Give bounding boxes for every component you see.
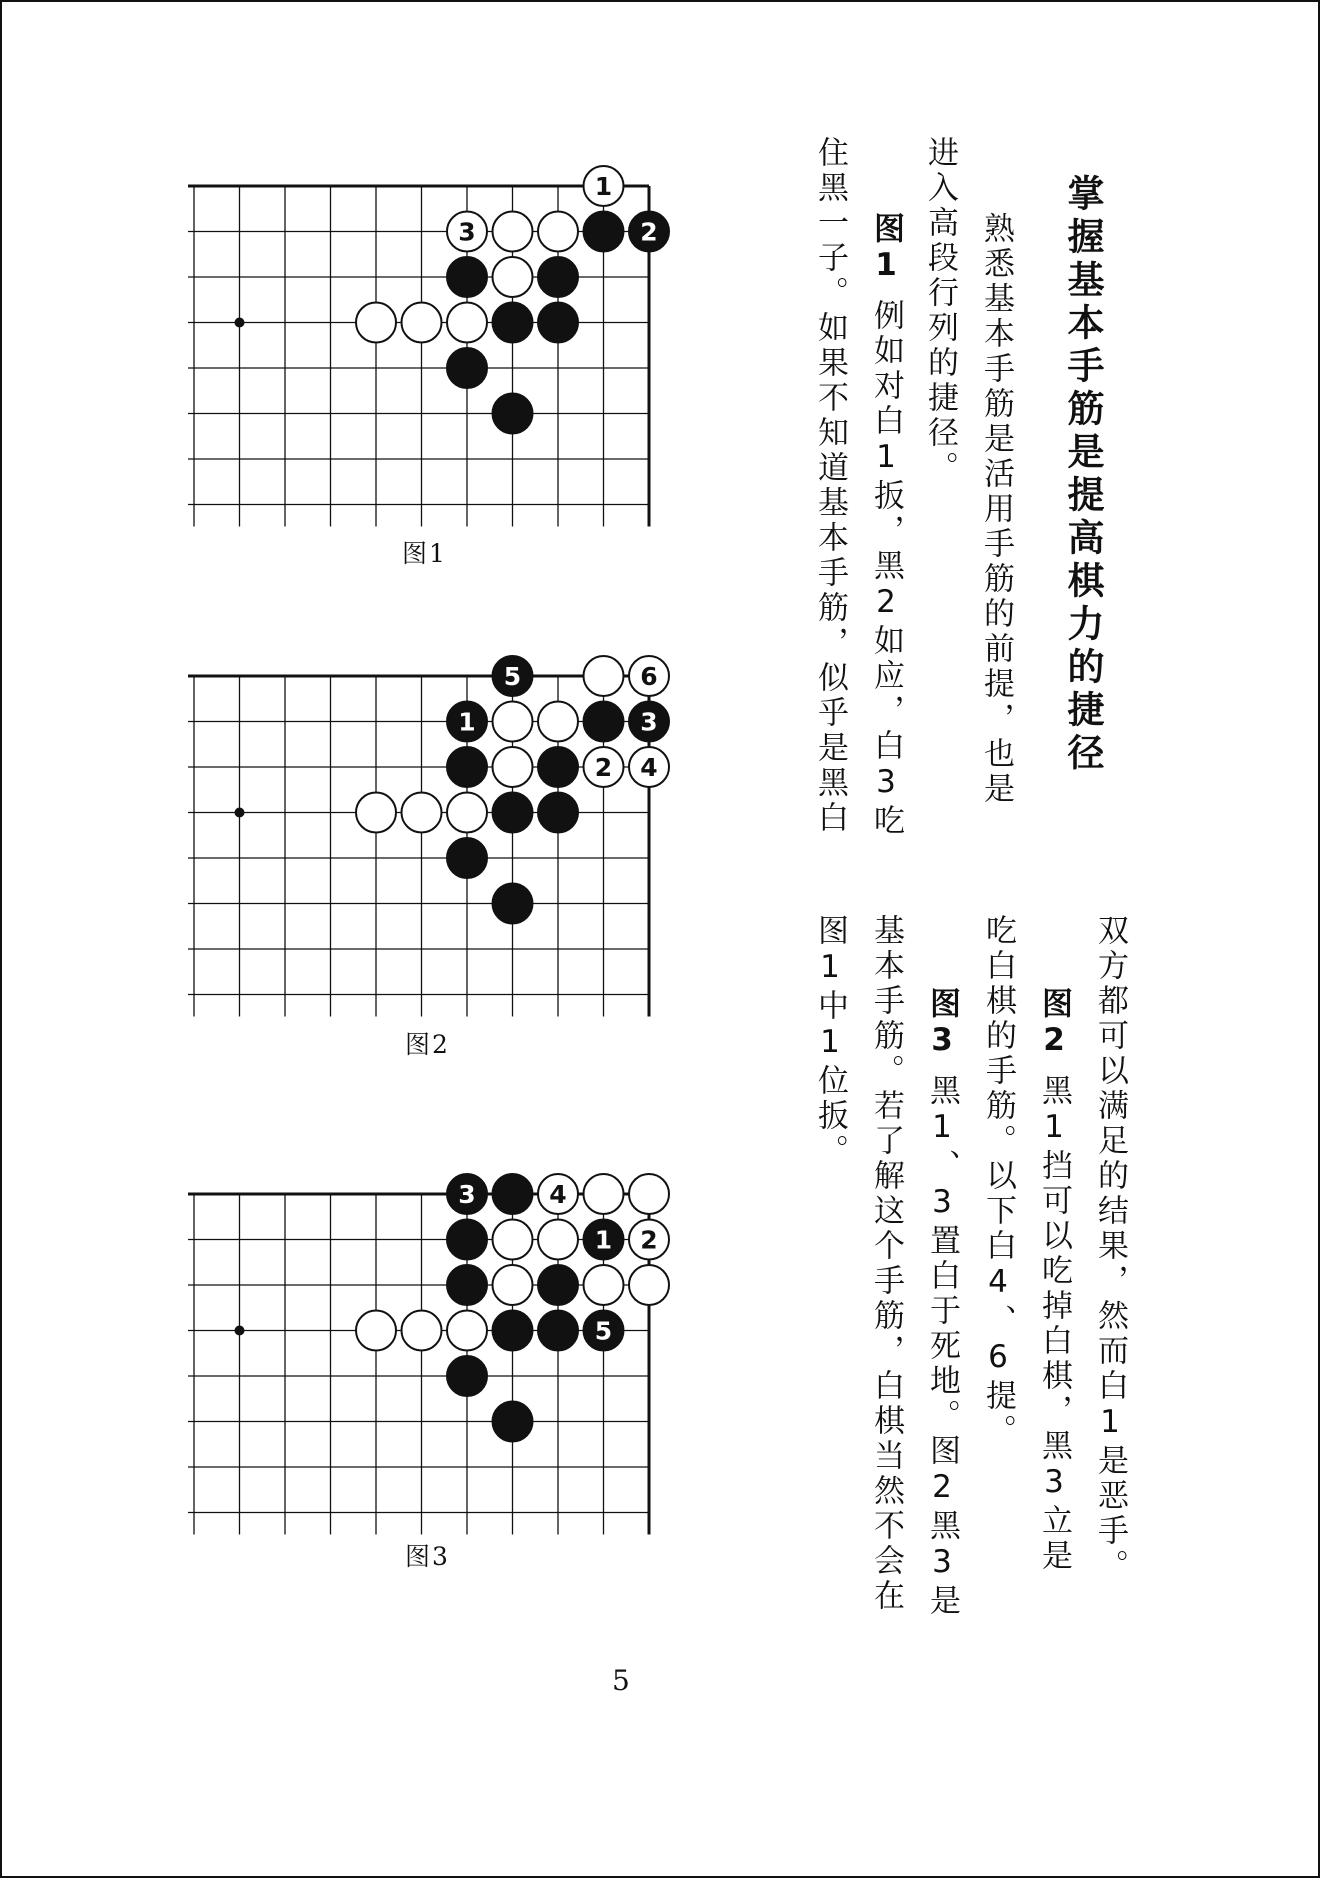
white-stone [538,1174,578,1214]
board-grid [188,1194,649,1535]
move-number: 2 [640,217,658,247]
white-stone [629,747,669,787]
black-stone [493,1311,533,1351]
black-stone [538,1311,578,1351]
white-stone [356,1311,396,1351]
black-stone [538,747,578,787]
black-stone [629,212,669,252]
white-stone [584,166,624,206]
black-stone [447,257,487,297]
move-number: 4 [640,753,658,782]
white-stone [629,656,669,696]
white-stone [584,747,624,787]
text-column-fig1-a [858,212,914,839]
white-stone [402,793,442,833]
move-number: 1 [594,1225,613,1255]
text-column-fig3-b: 基本手筋。若了解这个手筋，白棋当然不会在 [868,914,904,1614]
white-stone [584,1265,624,1305]
board-grid [188,676,649,1017]
fig1-text-a: 例如对白1扳，黑2如应，白3吃 [868,299,904,839]
white-stone [447,303,487,343]
black-stone [447,1174,487,1214]
white-stone [584,656,624,696]
go-diagram-3 [188,1170,678,1540]
black-stone [493,1174,533,1214]
white-stone [493,1265,533,1305]
black-stone [538,793,578,833]
black-stone [584,1220,624,1260]
article-title: 掌握基本手筋是提高棋力的捷径 [1061,174,1104,776]
text-column-2a: 双方都可以满足的结果，然而白1是恶手。 [1092,914,1128,1584]
black-stone [447,348,487,388]
white-stone [493,747,533,787]
text-column-fig2-b: 吃白棋的手筋。以下白4、6提。 [980,914,1016,1449]
black-stone [447,1356,487,1396]
fig3-label: 图3 [924,987,960,1062]
white-stone [447,1311,487,1351]
black-stone [538,1265,578,1305]
black-stone [447,747,487,787]
fig1-label: 图1 [868,212,904,287]
figure-caption-3: 图3 [405,1542,450,1571]
move-number: 4 [549,1180,567,1209]
white-stone [447,212,487,252]
move-number: 3 [458,217,476,247]
text-column-fig2-a [1026,987,1082,1574]
move-number: 6 [640,662,658,691]
black-stone [629,702,669,742]
black-stone [538,257,578,297]
page-number: 5 [612,1664,630,1697]
black-stone [447,1265,487,1305]
move-number: 5 [503,662,522,691]
move-number: 2 [640,1225,658,1255]
black-stone [447,702,487,742]
white-stone [629,1174,669,1214]
move-number: 3 [458,1180,476,1209]
text-column-fig1-b: 住黑一子。如果不知道基本手筋，似乎是黑白 [812,136,848,836]
fig3-text-a: 黑1、3置白于死地。图2黑3是 [924,1074,960,1619]
black-stone [493,1402,533,1442]
text-column-intro-2: 进入高段行列的捷径。 [922,136,958,486]
white-stone [356,793,396,833]
figure-caption-1: 图1 [402,539,447,568]
black-stone [584,702,624,742]
black-stone [493,303,533,343]
text-column-intro-1: 熟悉基本手筋是活用手筋的前提，也是 [978,212,1014,807]
fig2-text-a: 黑1挡可以吃掉白棋，黑3立是 [1036,1074,1072,1574]
fig2-label: 图2 [1036,987,1072,1062]
black-stone [493,793,533,833]
black-stone [493,884,533,924]
white-stone [538,702,578,742]
black-stone [493,394,533,434]
move-number: 1 [594,172,613,201]
move-number: 2 [594,753,613,782]
white-stone [538,1220,578,1260]
star-point [235,808,245,818]
white-stone [493,257,533,297]
black-stone [538,303,578,343]
move-number: 5 [594,1316,613,1346]
white-stone [538,212,578,252]
white-stone [629,1265,669,1305]
white-stone [584,1174,624,1214]
black-stone [493,656,533,696]
white-stone [402,303,442,343]
move-number: 3 [640,707,658,737]
board-grid [188,186,649,527]
move-number: 1 [458,707,476,737]
white-stone [402,1311,442,1351]
black-stone [584,1311,624,1351]
black-stone [584,212,624,252]
star-point [235,1326,245,1336]
text-column-fig3-a [914,987,970,1619]
black-stone [447,1220,487,1260]
white-stone [493,212,533,252]
text-column-fig3-c: 图1中1位扳。 [812,914,848,1169]
go-diagram-1 [188,162,678,532]
go-diagram-2 [188,652,678,1022]
figure-caption-2: 图2 [405,1030,450,1059]
white-stone [629,1220,669,1260]
black-stone [447,838,487,878]
white-stone [356,303,396,343]
white-stone [493,702,533,742]
star-point [235,318,245,328]
white-stone [493,1220,533,1260]
white-stone [447,793,487,833]
